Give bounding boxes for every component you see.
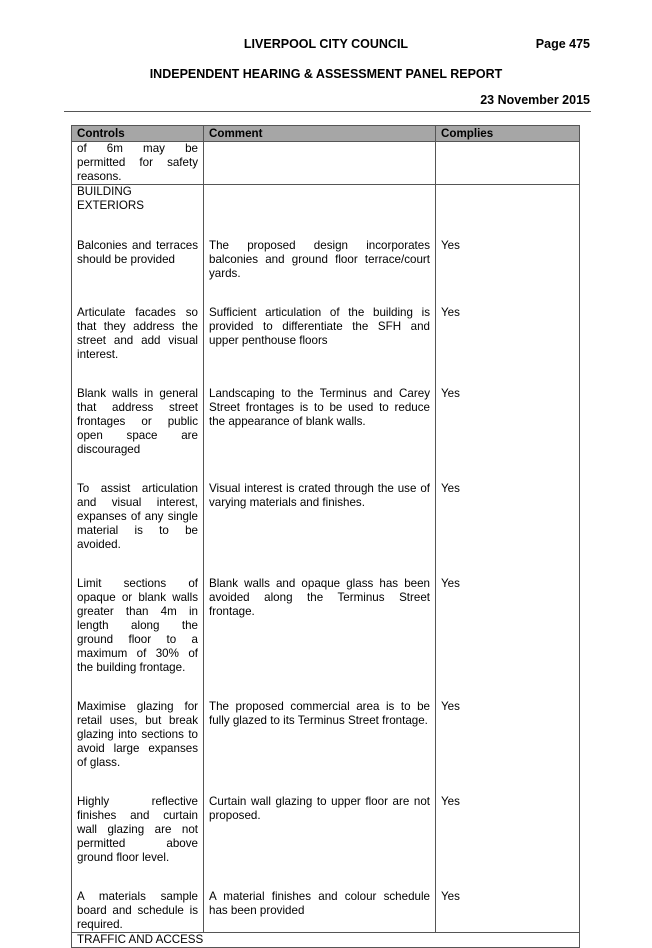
control-cell: To assist articulation and visual interest, expanses of any single material is to be avoided. xyxy=(72,470,204,565)
council-name: LIVERPOOL CITY COUNCIL xyxy=(243,37,409,51)
control-cell: Balconies and terraces should be provided xyxy=(72,227,204,294)
report-title: INDEPENDENT HEARING & ASSESSMENT PANEL REPORT xyxy=(149,67,503,81)
controls-table xyxy=(71,125,580,948)
complies-cell: Yes xyxy=(436,375,580,470)
comment-cell: Sufficient articulation of the building is provided to differentiate the SFH and upper penthouse floors xyxy=(204,294,436,375)
control-cell: Limit sections of opaque or blank walls greater than 4m in length along the ground floor to a maximum of 30% of the building frontage. xyxy=(72,565,204,688)
section-label: TRAFFIC AND ACCESS xyxy=(72,933,580,948)
control-cell: Maximise glazing for retail uses, but break glazing into sections to avoid large expanses of glass. xyxy=(72,688,204,783)
table-row xyxy=(72,565,580,688)
control-cell: A materials sample board and schedule is required. xyxy=(72,878,204,933)
table-header-row xyxy=(72,126,580,142)
section-row-building-exteriors xyxy=(72,185,580,228)
complies-cell: Yes xyxy=(436,294,580,375)
table-row xyxy=(72,878,580,933)
comment-cell: The proposed commercial area is to be fully glazed to its Terminus Street frontage. xyxy=(204,688,436,783)
page-number: Page 475 xyxy=(535,37,590,51)
column-header-controls: Controls xyxy=(72,126,204,142)
section-row-traffic-and-access xyxy=(72,933,580,948)
complies-cell: Yes xyxy=(436,878,580,933)
column-header-comment: Comment xyxy=(204,126,436,142)
table-row xyxy=(72,375,580,470)
control-cell: of 6m may be permitted for safety reasons. xyxy=(72,142,204,185)
control-cell: Blank walls in general that address street frontages or public open space are discouraged xyxy=(72,375,204,470)
complies-cell: Yes xyxy=(436,783,580,878)
complies-cell: Yes xyxy=(436,565,580,688)
table-row xyxy=(72,470,580,565)
column-header-complies: Complies xyxy=(436,126,580,142)
table-row xyxy=(72,227,580,294)
section-label: BUILDING EXTERIORS xyxy=(72,185,204,228)
control-cell: Highly reflective finishes and curtain wall glazing are not permitted above ground floor level. xyxy=(72,783,204,878)
header-divider xyxy=(64,111,591,112)
table-row xyxy=(72,294,580,375)
comment-cell: Landscaping to the Terminus and Carey Street frontages is to be used to reduce the appearance of blank walls. xyxy=(204,375,436,470)
control-cell: Articulate facades so that they address the street and add visual interest. xyxy=(72,294,204,375)
comment-cell: Curtain wall glazing to upper floor are not proposed. xyxy=(204,783,436,878)
comment-cell xyxy=(204,142,436,185)
table-row-carryover xyxy=(72,142,580,185)
table-row xyxy=(72,688,580,783)
complies-cell: Yes xyxy=(436,227,580,294)
table-row xyxy=(72,783,580,878)
complies-cell: Yes xyxy=(436,470,580,565)
comment-cell: The proposed design incorporates balconies and ground floor terrace/court yards. xyxy=(204,227,436,294)
report-date: 23 November 2015 xyxy=(480,93,590,107)
complies-cell: Yes xyxy=(436,688,580,783)
complies-cell xyxy=(436,142,580,185)
comment-cell: A material finishes and colour schedule has been provided xyxy=(204,878,436,933)
comment-cell: Blank walls and opaque glass has been avoided along the Terminus Street frontage. xyxy=(204,565,436,688)
comment-cell: Visual interest is crated through the use of varying materials and finishes. xyxy=(204,470,436,565)
